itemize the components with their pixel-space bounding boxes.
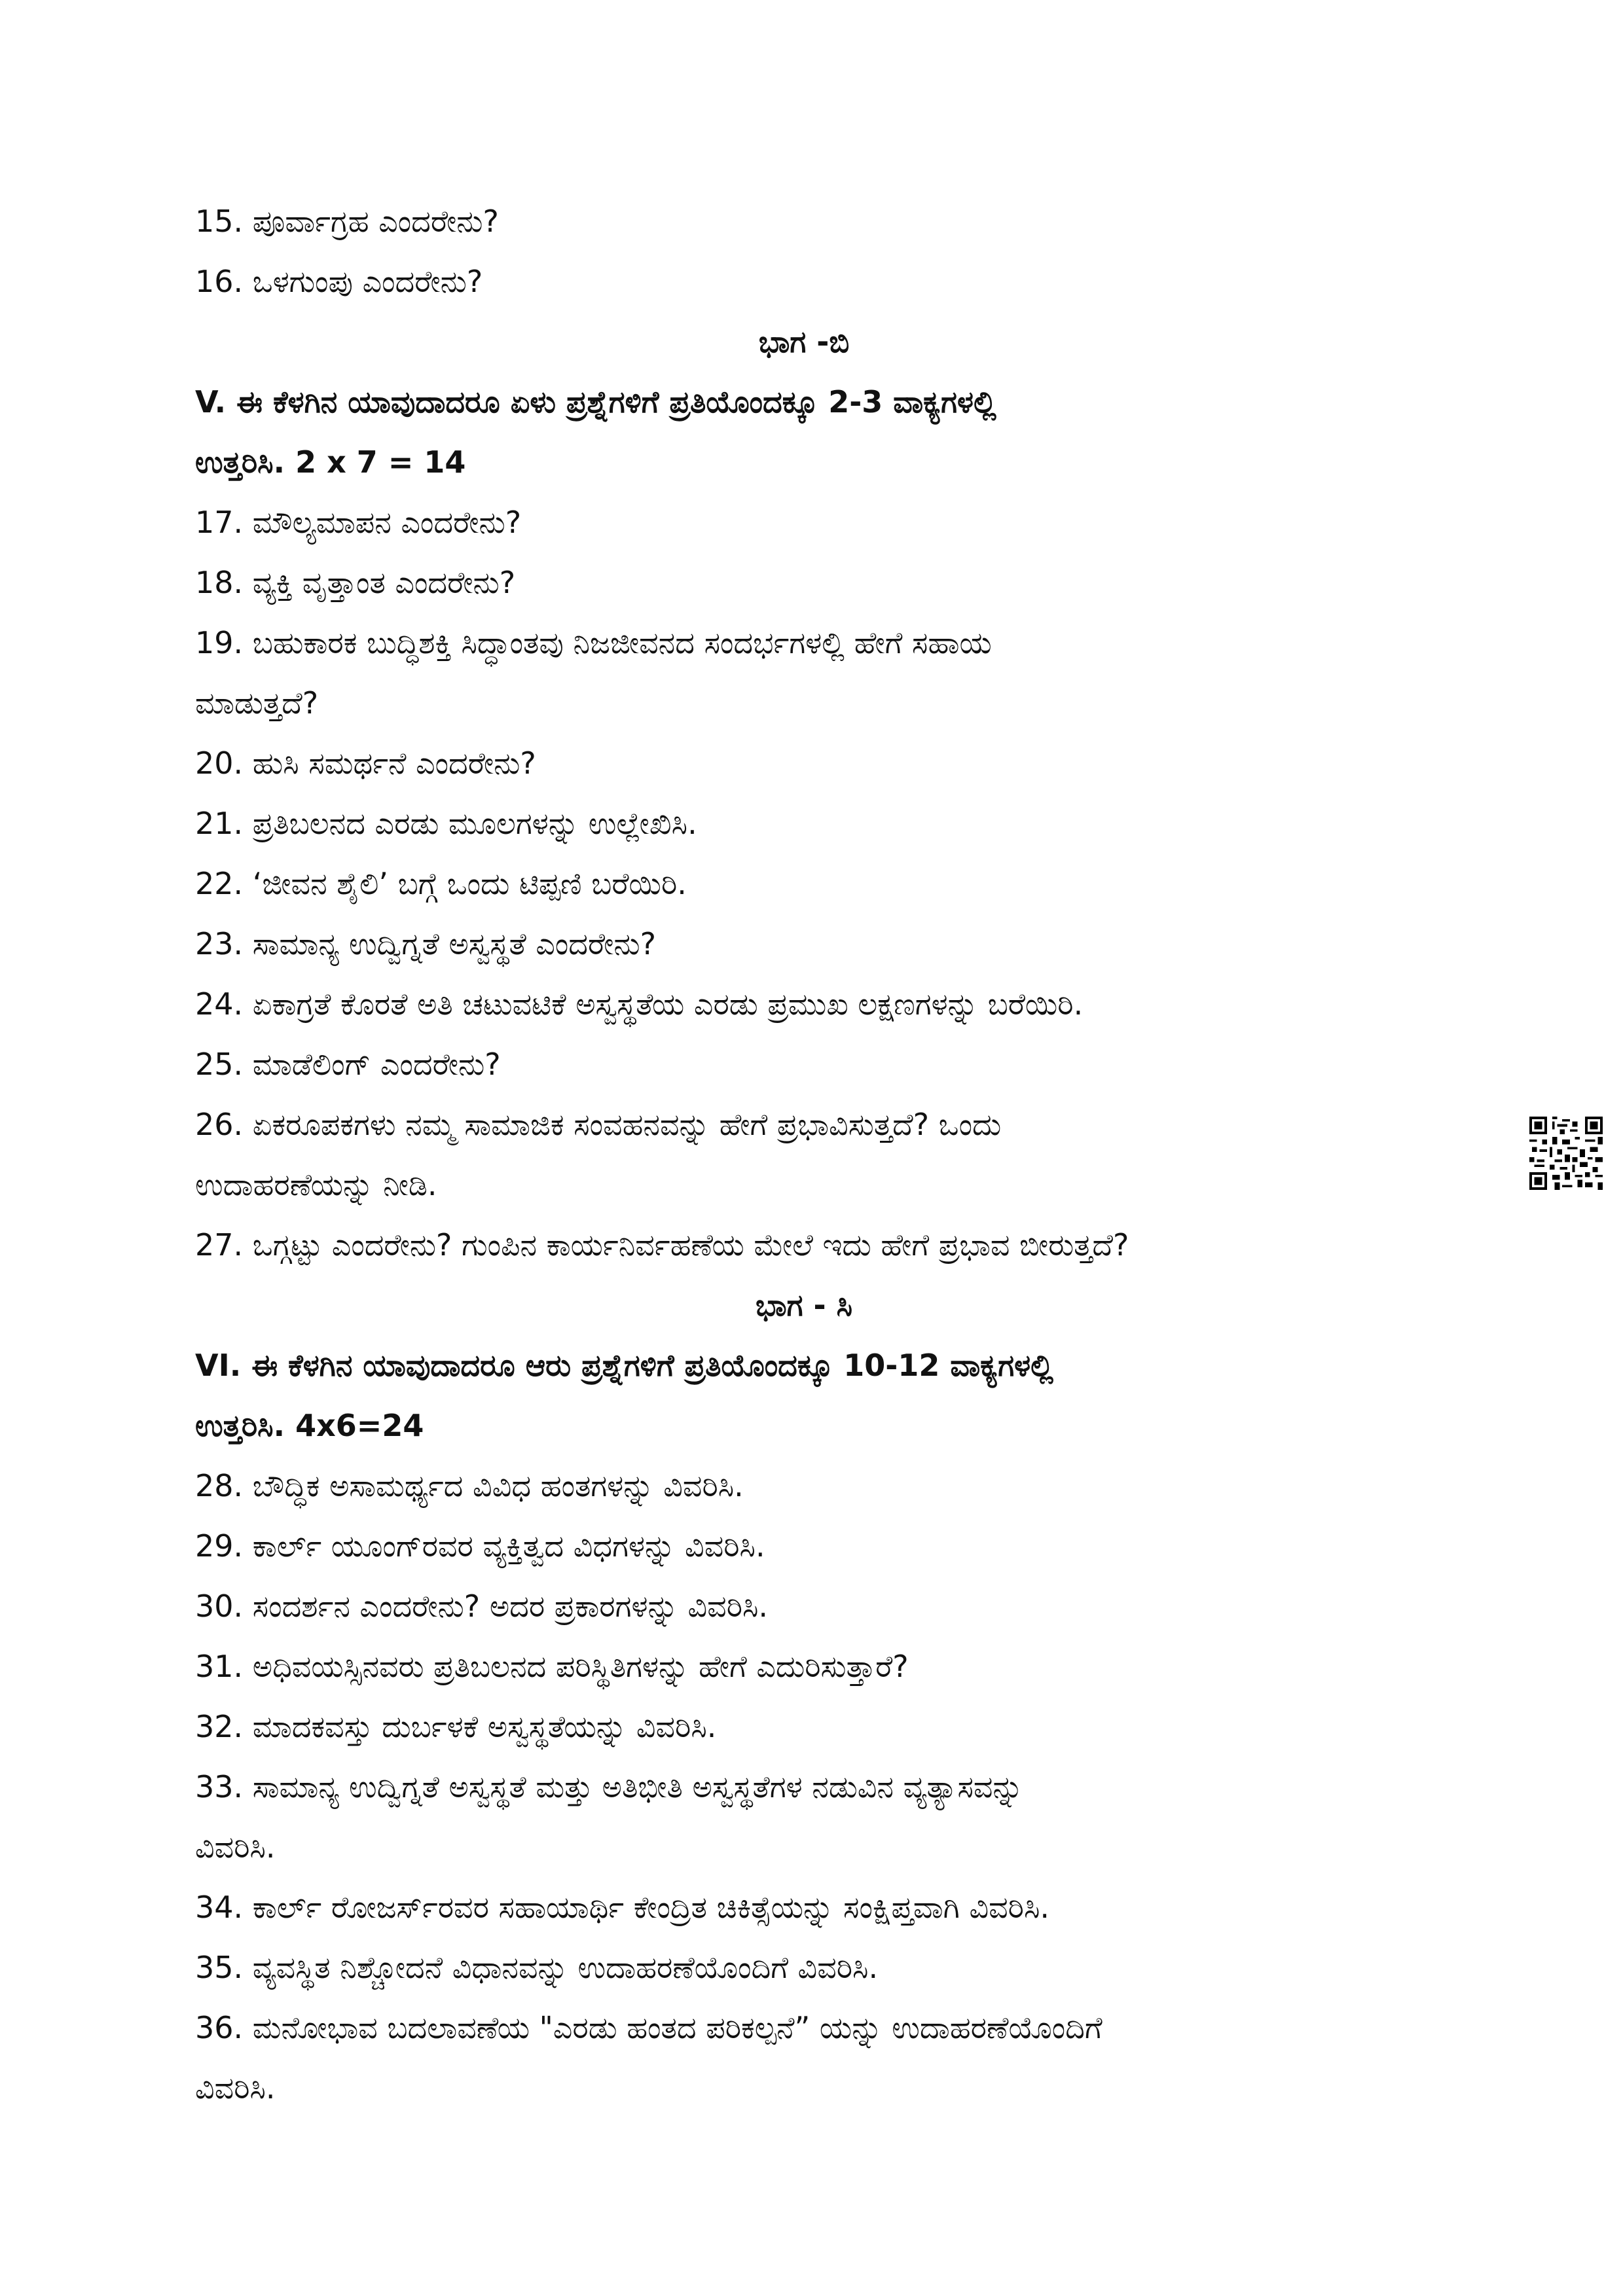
question-27: 27. ಒಗ್ಗಟ್ಟು ಎಂದರೇನು? ಗುಂಪಿನ ಕಾರ್ಯನಿರ್ವಹಣೆಯ ಮೇಲೆ ಇದು ಹೇಗೆ ಪ್ರಭಾವ ಬೀರುತ್ತದೆ? [195, 1227, 1129, 1263]
question-28: 28. ಬೌದ್ಧಿಕ ಅಸಾಮರ್ಥ್ಯದ ವಿವಿಧ ಹಂತಗಳನ್ನು ವಿವರಿಸಿ. [195, 1468, 744, 1503]
question-35: 35. ವ್ಯವಸ್ಥಿತ ನಿಶ್ಚೋದನೆ ವಿಧಾನವನ್ನು ಉದಾಹರಣೆಯೊಂದಿಗೆ ವಿವರಿಸಿ. [195, 1950, 879, 1985]
question-15: 15. ಪೂರ್ವಾಗ್ರಹ ಎಂದರೇನು? [195, 204, 499, 239]
question-21: 21. ಪ್ರತಿಬಲನದ ಎರಡು ಮೂಲಗಳನ್ನು ಉಲ್ಲೇಖಿಸಿ. [195, 806, 697, 841]
part-c-instruction-line-1: VI. ಈ ಕೆಳಗಿನ ಯಾವುದಾದರೂ ಆರು ಪ್ರಶ್ನೆಗಳಿಗೆ ಪ್ರತಿಯೊಂದಕ್ಕೂ 10-12 ವಾಕ್ಯಗಳಲ್ಲಿ [195, 1348, 1053, 1383]
question-22: 22. ‘ಜೀವನ ಶೈಲಿ’ ಬಗ್ಗೆ ಒಂದು ಟಿಪ್ಪಣಿ ಬರೆಯಿರಿ. [195, 866, 687, 901]
part-c-instruction-line-2: ಉತ್ತರಿಸಿ. 4x6=24 [195, 1408, 424, 1443]
question-18: 18. ವ್ಯಕ್ತಿ ವೃತ್ತಾಂತ ಎಂದರೇನು? [195, 565, 516, 600]
question-33: 33. ಸಾಮಾನ್ಯ ಉದ್ವಿಗ್ನತೆ ಅಸ್ವಸ್ಥತೆ ಮತ್ತು ಅತಿಭೀತಿ ಅಸ್ವಸ್ಥತೆಗಳ ನಡುವಿನ ವ್ಯತ್ಯಾಸವನ್ನು [195, 1769, 1023, 1804]
question-19: 19. ಬಹುಕಾರಕ ಬುದ್ಧಿಶಕ್ತಿ ಸಿದ್ಧಾಂತವು ನಿಜಜೀವನದ ಸಂದರ್ಭಗಳಲ್ಲಿ ಹೇಗೆ ಸಹಾಯ [195, 625, 992, 660]
part-c-heading: ಭಾಗ - ಸಿ [755, 1287, 853, 1323]
question-32: 32. ಮಾದಕವಸ್ತು ದುರ್ಬಳಕೆ ಅಸ್ವಸ್ಥತೆಯನ್ನು ವಿವರಿಸಿ. [195, 1709, 717, 1744]
qr-code-icon [1529, 1117, 1603, 1190]
question-19-continued: ಮಾಡುತ್ತದೆ? [195, 685, 319, 721]
question-36: 36. ಮನೋಭಾವ ಬದಲಾವಣೆಯ "ಎರಡು ಹಂತದ ಪರಿಕಲ್ಪನೆ” ಯನ್ನು ಉದಾಹರಣೆಯೊಂದಿಗೆ [195, 2010, 1103, 2045]
question-16: 16. ಒಳಗುಂಪು ಎಂದರೇನು? [195, 264, 483, 299]
question-31: 31. ಅಧಿವಯಸ್ಸಿನವರು ಪ್ರತಿಬಲನದ ಪರಿಸ್ಥಿತಿಗಳನ್ನು ಹೇಗೆ ಎದುರಿಸುತ್ತಾರೆ? [195, 1649, 909, 1684]
question-17: 17. ಮೌಲ್ಯಮಾಪನ ಎಂದರೇನು? [195, 505, 522, 540]
part-b-instruction-line-1: V. ಈ ಕೆಳಗಿನ ಯಾವುದಾದರೂ ಏಳು ಪ್ರಶ್ನೆಗಳಿಗೆ ಪ್ರತಿಯೊಂದಕ್ಕೂ 2-3 ವಾಕ್ಯಗಳಲ್ಲಿ [195, 384, 996, 420]
question-29: 29. ಕಾರ್ಲ್ ಯೂಂಗ್‌ರವರ ವ್ಯಕ್ತಿತ್ವದ ವಿಧಗಳನ್ನು ವಿವರಿಸಿ. [195, 1528, 765, 1564]
question-33-continued: ವಿವರಿಸಿ. [195, 1829, 276, 1865]
question-26-continued: ಉದಾಹರಣೆಯನ್ನು ನೀಡಿ. [195, 1167, 437, 1202]
question-26: 26. ಏಕರೂಪಕಗಳು ನಮ್ಮ ಸಾಮಾಜಿಕ ಸಂವಹನವನ್ನು ಹೇಗೆ ಪ್ರಭಾವಿಸುತ್ತದೆ? ಒಂದು [195, 1107, 1002, 1142]
question-24: 24. ಏಕಾಗ್ರತೆ ಕೊರತೆ ಅತಿ ಚಟುವಟಿಕೆ ಅಸ್ವಸ್ಥತೆಯ ಎರಡು ಪ್ರಮುಖ ಲಕ್ಷಣಗಳನ್ನು ಬರೆಯಿರಿ. [195, 986, 1084, 1022]
question-36-continued: ವಿವರಿಸಿ. [195, 2070, 276, 2106]
question-30: 30. ಸಂದರ್ಶನ ಎಂದರೇನು? ಅದರ ಪ್ರಕಾರಗಳನ್ನು ವಿವರಿಸಿ. [195, 1588, 769, 1624]
part-b-instruction-line-2: ಉತ್ತರಿಸಿ. 2 x 7 = 14 [195, 444, 466, 480]
part-b-heading: ಭಾಗ -ಬಿ [758, 324, 850, 359]
question-34: 34. ಕಾರ್ಲ್ ರೋಜರ್ಸ್‌ರವರ ಸಹಾಯಾರ್ಥಿ ಕೇಂದ್ರಿತ ಚಿಕಿತ್ಸೆಯನ್ನು ಸಂಕ್ಷಿಪ್ತವಾಗಿ ವಿವರಿಸಿ. [195, 1890, 1049, 1925]
question-20: 20. ಹುಸಿ ಸಮರ್ಥನೆ ಎಂದರೇನು? [195, 745, 536, 781]
question-25: 25. ಮಾಡೆಲಿಂಗ್ ಎಂದರೇನು? [195, 1047, 501, 1082]
page-content [195, 191, 1491, 2118]
question-23: 23. ಸಾಮಾನ್ಯ ಉದ್ವಿಗ್ನತೆ ಅಸ್ವಸ್ಥತೆ ಎಂದರೇನು? [195, 926, 657, 961]
